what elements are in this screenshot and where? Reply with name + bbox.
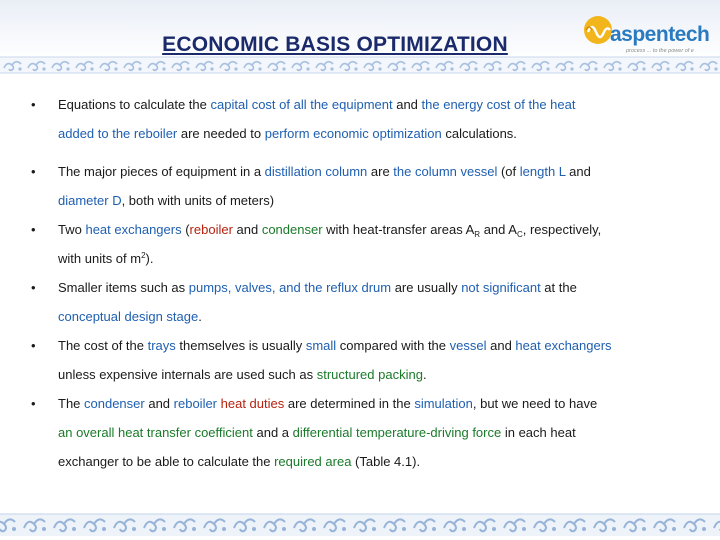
- text-segment: and a: [252, 425, 293, 440]
- cloud-scroll-border-icon: [0, 510, 720, 538]
- text-segment: and: [232, 222, 262, 237]
- bullet-item: [31, 331, 698, 389]
- text-segment: , respectively,: [522, 222, 602, 237]
- text-segment: in each heat: [501, 425, 576, 440]
- logo-wordmark: aspentech: [610, 23, 710, 46]
- highlighted-term: trays: [147, 338, 176, 353]
- bullet-line: [58, 447, 698, 476]
- highlighted-term: distillation column: [264, 164, 368, 179]
- highlighted-term: required area: [274, 454, 352, 469]
- bullet-line: [58, 119, 698, 148]
- text-segment: and: [392, 97, 422, 112]
- highlighted-term: length L: [519, 164, 566, 179]
- text-segment: exchanger to be able to calculate the: [58, 454, 275, 469]
- highlighted-term: heat duties: [220, 396, 285, 411]
- bullet-marker: •: [31, 164, 36, 179]
- text-segment: , both with units of meters): [121, 193, 275, 208]
- text-segment: The: [58, 396, 85, 411]
- text-segment: 2: [141, 251, 146, 260]
- highlighted-term: capital cost of all the equipment: [210, 97, 393, 112]
- text-segment: are needed to: [177, 126, 265, 141]
- aspentech-logo: [580, 10, 712, 58]
- bullet-line: [58, 389, 698, 418]
- text-segment: compared with the: [336, 338, 450, 353]
- highlighted-term: heat exchangers: [515, 338, 612, 353]
- highlighted-term: vessel: [449, 338, 487, 353]
- text-segment: The major pieces of equipment in a: [58, 164, 265, 179]
- bullet-item: [31, 90, 698, 148]
- text-segment: Smaller items such as: [58, 280, 189, 295]
- highlighted-term: the column vessel: [393, 164, 498, 179]
- text-segment: and: [565, 164, 591, 179]
- text-segment: Equations to calculate the: [58, 97, 211, 112]
- highlighted-term: structured packing: [316, 367, 423, 382]
- highlighted-term: added to the reboiler: [58, 126, 178, 141]
- text-segment: calculations.: [441, 126, 517, 141]
- bullet-line: [58, 302, 698, 331]
- text-segment: (of: [497, 164, 520, 179]
- highlighted-term: heat exchangers: [85, 222, 182, 237]
- text-segment: C: [516, 230, 523, 239]
- text-segment: R: [474, 230, 481, 239]
- text-segment: .: [422, 367, 427, 382]
- bullet-line: [58, 90, 698, 119]
- highlighted-term: the energy cost of the heat: [421, 97, 576, 112]
- bullet-line: [58, 215, 698, 244]
- highlighted-term: conceptual design stage: [58, 309, 199, 324]
- text-segment: are determined in the: [284, 396, 415, 411]
- highlighted-term: small: [305, 338, 337, 353]
- text-segment: Two: [58, 222, 86, 237]
- bullet-line: [58, 157, 698, 186]
- bullet-marker: •: [31, 280, 36, 295]
- text-segment: , but we need to have: [472, 396, 598, 411]
- bullet-marker: •: [31, 97, 36, 112]
- highlighted-term: perform economic optimization: [264, 126, 442, 141]
- text-segment: and: [144, 396, 174, 411]
- bullet-marker: •: [31, 396, 36, 411]
- highlighted-term: not significant: [461, 280, 541, 295]
- bullet-item: [31, 157, 698, 215]
- text-segment: with heat-transfer areas A: [322, 222, 475, 237]
- text-segment: (Table 4.1).: [351, 454, 421, 469]
- highlighted-term: differential temperature-driving force: [292, 425, 502, 440]
- text-segment: The cost of the: [58, 338, 148, 353]
- highlighted-term: simulation: [414, 396, 473, 411]
- page-title: ECONOMIC BASIS OPTIMIZATION: [162, 33, 508, 56]
- text-segment: .: [198, 309, 202, 324]
- logo-tagline: process ... to the power of e: [626, 48, 694, 54]
- highlighted-term: reboiler: [189, 222, 233, 237]
- bullet-item: [31, 389, 698, 476]
- highlighted-term: pumps, valves, and the reflux drum: [188, 280, 392, 295]
- text-segment: (: [181, 222, 190, 237]
- bullet-item: [31, 215, 698, 273]
- highlighted-term: condenser: [84, 396, 145, 411]
- text-segment: at the: [540, 280, 577, 295]
- text-segment: and: [486, 338, 516, 353]
- text-segment: unless expensive internals are used such as: [58, 367, 317, 382]
- highlighted-term: reboiler: [173, 396, 218, 411]
- bullet-line: [58, 331, 698, 360]
- bullet-line: [58, 186, 698, 215]
- text-segment: with units of m: [58, 251, 142, 266]
- text-segment: are: [367, 164, 394, 179]
- bullet-line: [58, 244, 698, 273]
- text-segment: and A: [480, 222, 517, 237]
- text-segment: are usually: [391, 280, 462, 295]
- highlighted-term: condenser: [261, 222, 323, 237]
- highlighted-term: an overall heat transfer coefficient: [58, 425, 253, 440]
- bullet-item: [31, 273, 698, 331]
- text-segment: themselves is usually: [175, 338, 306, 353]
- bottom-ornament-border: [0, 510, 720, 538]
- bullet-line: [58, 418, 698, 447]
- text-segment: ).: [145, 251, 154, 266]
- bullet-line: [58, 360, 698, 389]
- highlighted-term: diameter D: [58, 193, 122, 208]
- bullet-marker: •: [31, 222, 36, 237]
- bullet-line: [58, 273, 698, 302]
- bullet-marker: •: [31, 338, 36, 353]
